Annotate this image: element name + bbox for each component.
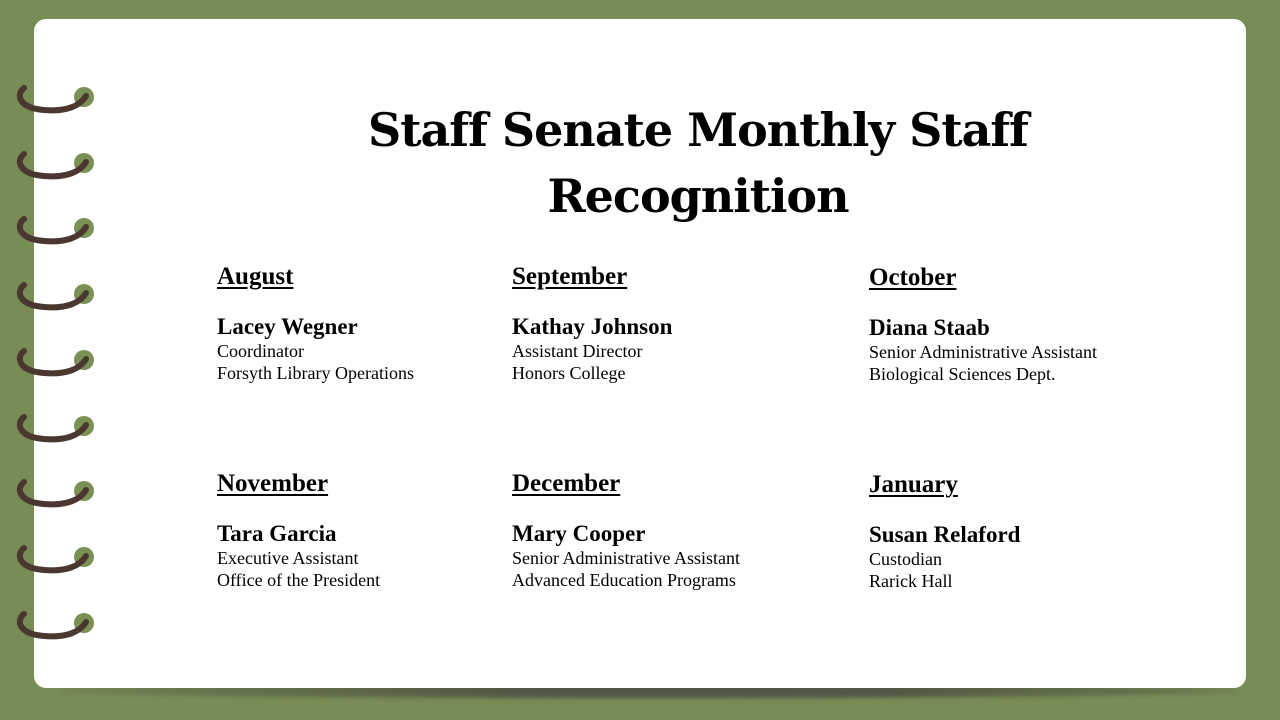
month-heading: August bbox=[217, 263, 294, 290]
binding-ring-icon bbox=[14, 540, 96, 576]
binding-ring-icon bbox=[14, 211, 96, 247]
month-heading: December bbox=[512, 470, 621, 497]
staff-position: Custodian bbox=[869, 549, 943, 569]
staff-department: Honors College bbox=[512, 363, 626, 383]
staff-position: Assistant Director bbox=[512, 341, 643, 361]
staff-name: Tara Garcia bbox=[217, 521, 337, 546]
staff-department: Office of the President bbox=[217, 570, 381, 590]
staff-name: Lacey Wegner bbox=[217, 314, 358, 339]
binding-ring-icon bbox=[14, 474, 96, 510]
recognition-november bbox=[217, 469, 380, 591]
staff-name: Susan Relaford bbox=[869, 522, 1021, 547]
staff-department: Rarick Hall bbox=[869, 571, 953, 591]
recognition-january bbox=[869, 470, 1020, 592]
binding-ring-icon bbox=[14, 277, 96, 313]
recognition-august bbox=[217, 262, 414, 384]
binding-ring-icon bbox=[14, 343, 96, 379]
staff-name: Mary Cooper bbox=[512, 521, 646, 546]
staff-department: Forsyth Library Operations bbox=[217, 363, 414, 383]
staff-department: Biological Sciences Dept. bbox=[869, 364, 1056, 384]
staff-position: Senior Administrative Assistant bbox=[512, 548, 740, 568]
notebook-page bbox=[34, 19, 1246, 688]
slide-title: Staff Senate Monthly Staff Recognition bbox=[368, 103, 1028, 223]
staff-name: Diana Staab bbox=[869, 315, 990, 340]
binding-ring-icon bbox=[14, 146, 96, 182]
month-heading: October bbox=[869, 264, 957, 291]
staff-department: Advanced Education Programs bbox=[512, 570, 736, 590]
month-heading: January bbox=[869, 471, 958, 498]
month-heading: November bbox=[217, 470, 329, 497]
staff-position: Coordinator bbox=[217, 341, 304, 361]
staff-position: Senior Administrative Assistant bbox=[869, 342, 1097, 362]
binding-ring-icon bbox=[14, 606, 96, 642]
recognition-october bbox=[869, 263, 1097, 385]
staff-name: Kathay Johnson bbox=[512, 314, 673, 339]
staff-position: Executive Assistant bbox=[217, 548, 359, 568]
month-heading: September bbox=[512, 263, 628, 290]
recognition-december bbox=[512, 469, 740, 591]
recognition-september bbox=[512, 262, 672, 384]
binding-ring-icon bbox=[14, 80, 96, 116]
binding-ring-icon bbox=[14, 409, 96, 445]
